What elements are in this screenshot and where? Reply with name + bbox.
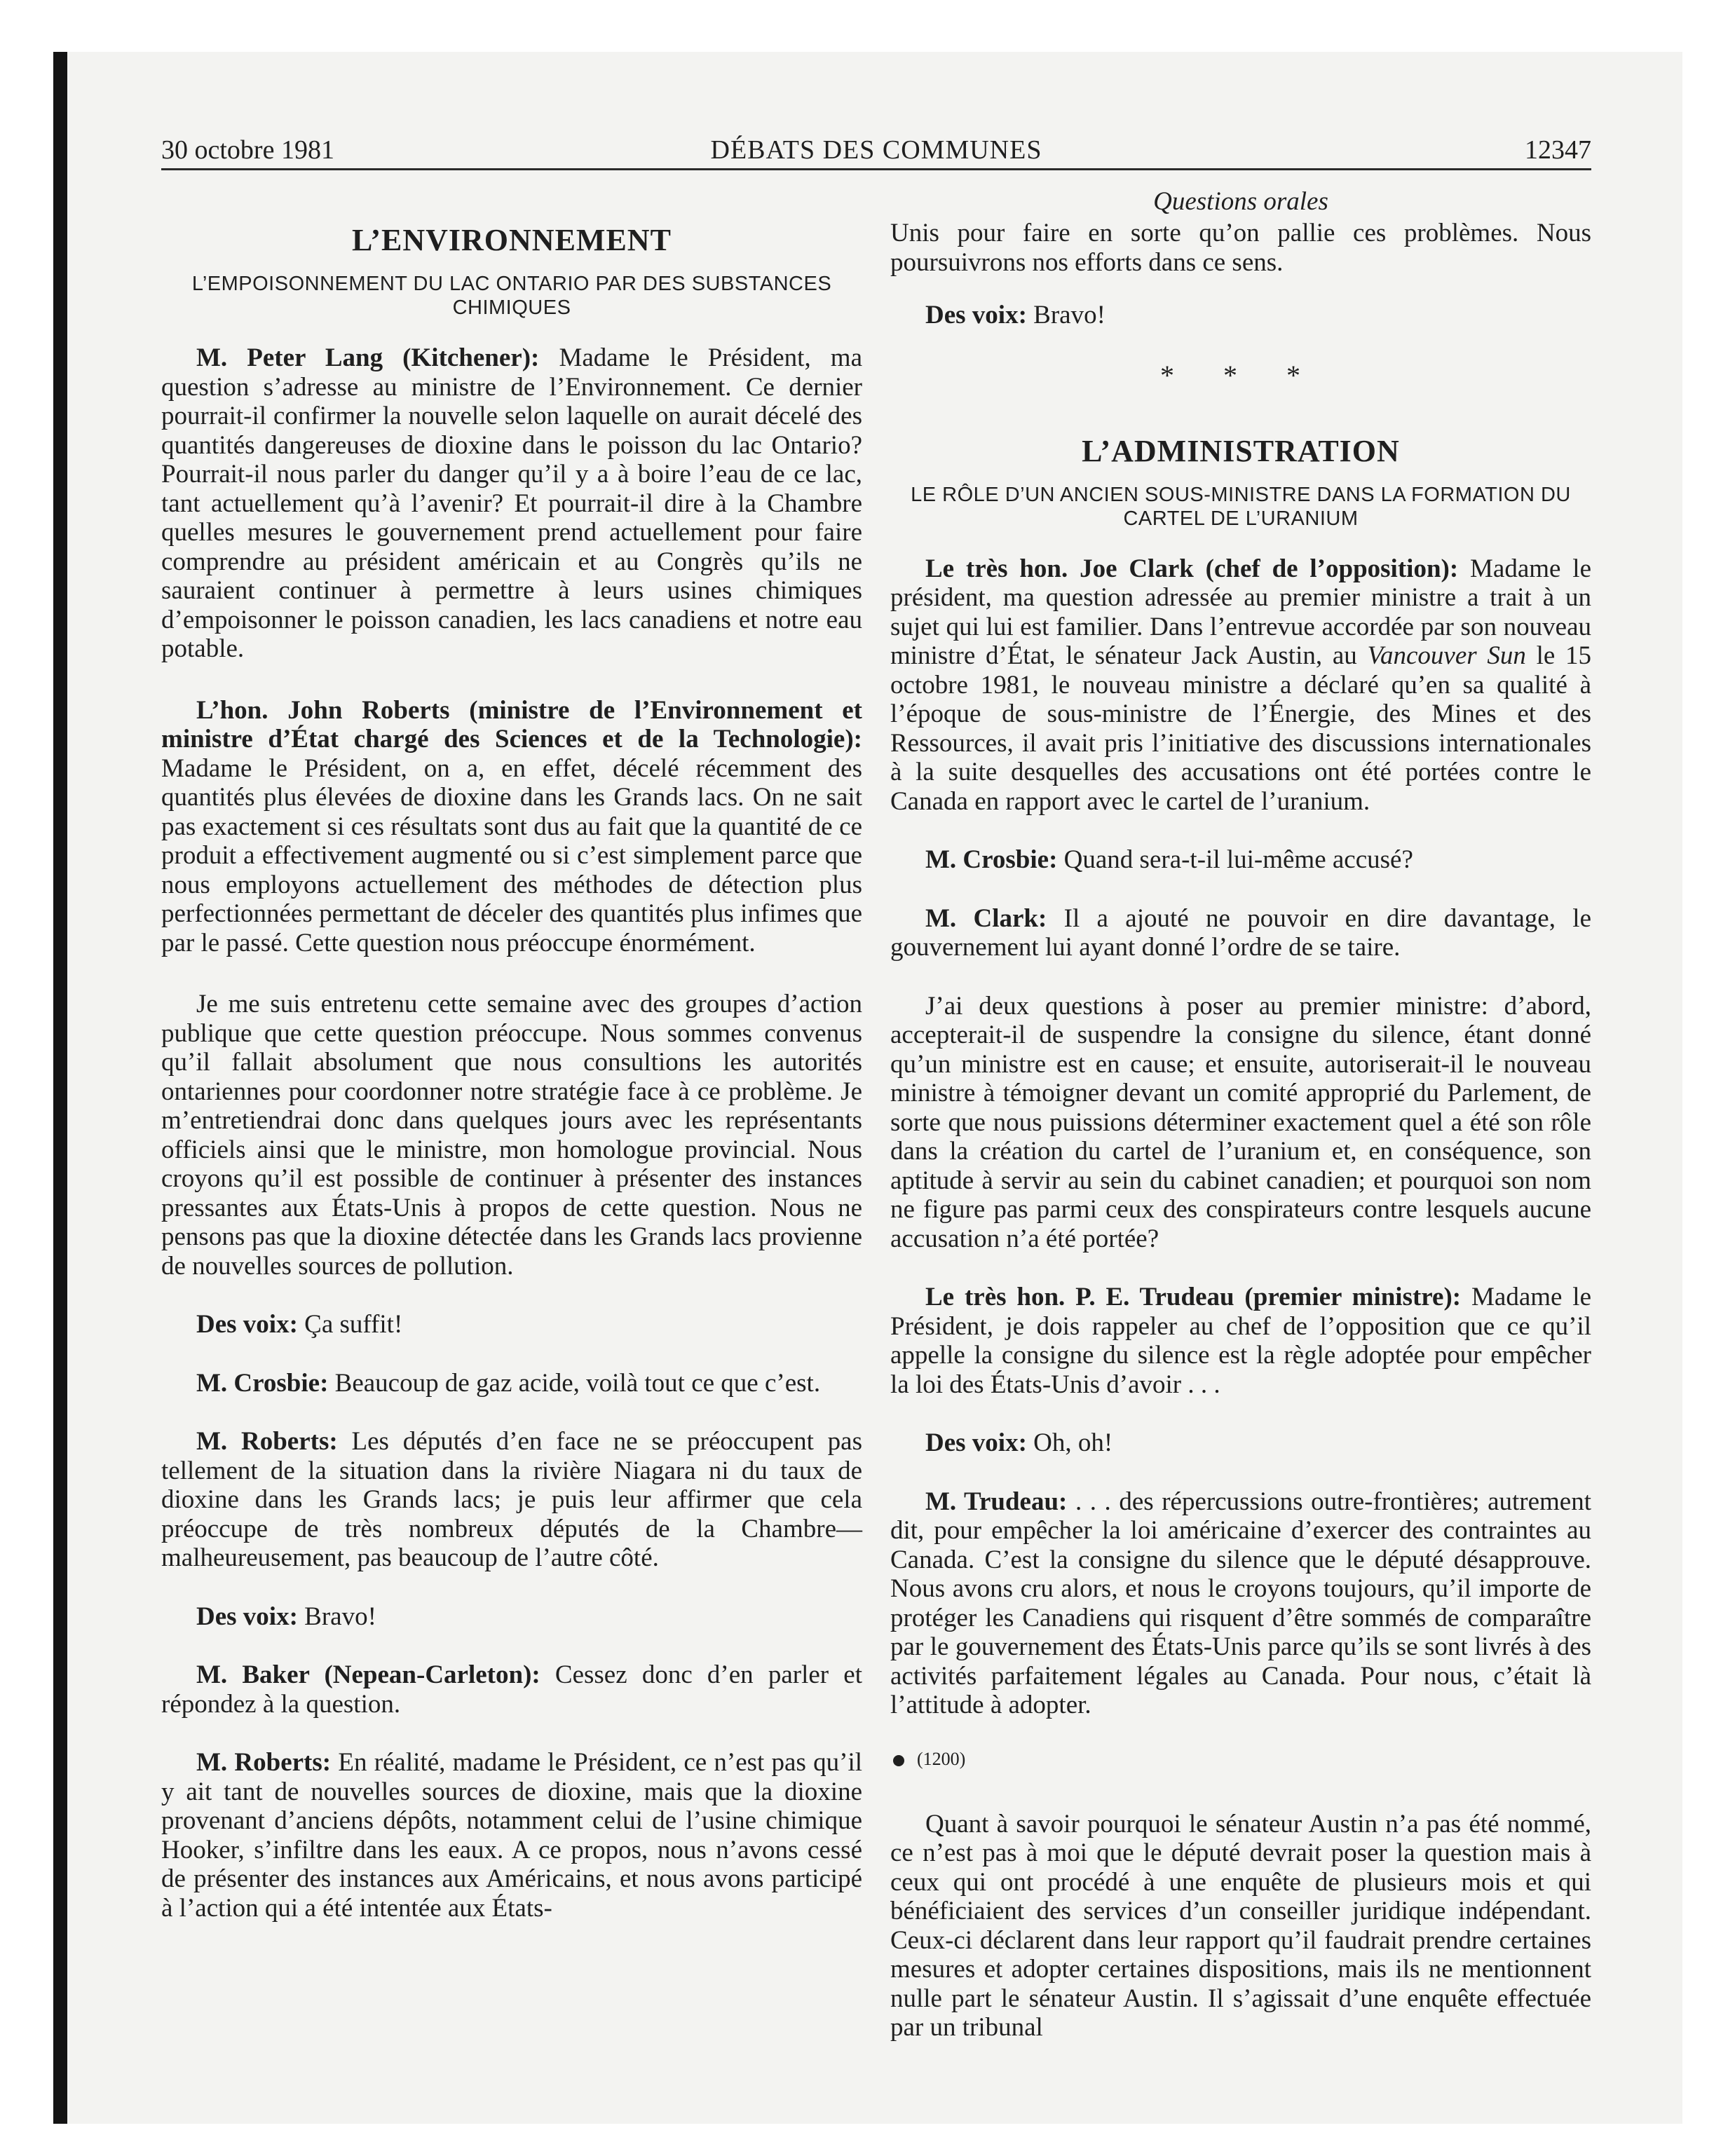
paragraph	[161, 343, 862, 664]
paragraph-text: Quand sera-t-il lui-même accusé?	[1057, 845, 1413, 874]
speaker-name: M. Baker (Nepean-Carleton):	[196, 1660, 540, 1689]
speaker-name: M. Crosbie:	[925, 845, 1058, 874]
paragraph-continuation: Unis pour faire en sorte qu’on pallie ces problèmes. Nous poursuivrons nos efforts dans ce sens.	[890, 219, 1591, 277]
paragraph	[161, 1427, 862, 1573]
paragraph-text: J’ai deux questions à poser au premier ministre: d’abord, accepterait-il de suspendre la consigne du silence, étant donné qu’un ministre est en cause; et ensuite, autoriserait-il le nouveau ministre à témoigner devant un comité approprié du Parlement, de sorte que nous puissions déterminer exactement quel a été son rôle dans la création du cartel de l’uranium et, en conséquence, son aptitude à servir au sein du cabinet canadien; et pourquoi son nom ne figure pas parmi ceux des conspirateurs contre lesquels aucune accusation n’a été portée?	[890, 991, 1591, 1253]
paragraph	[161, 1660, 862, 1719]
paragraph-text: Bravo!	[1026, 301, 1105, 329]
paragraph	[890, 904, 1591, 962]
page-header	[161, 132, 1591, 168]
paragraph-text: Cessez donc d’en parler et répondez à la question.	[161, 1660, 862, 1719]
speaker-name: M. Trudeau:	[925, 1487, 1068, 1516]
paragraph-text: En réalité, madame le Président, ce n’est pas qu’il y ait tant de nouvelles sources de dioxine, mais que la dioxine provenant d’anciens dépôts, notamment celui de l’usine chimique Hooker, s’infiltre dans les eaux. A ce propos, nous n’avons cessé de présenter des instances aux Américains, et nous avons participé à l’action qui a été intentée aux États-	[161, 1748, 863, 1923]
scan-edge	[53, 52, 67, 2124]
paragraph-text: Madame le Président, je dois rappeler au chef de l’opposition que ce qu’il appelle la consigne du silence est la règle adoptée pour empêcher la loi des États-Unis d’avoir . . .	[890, 1283, 1591, 1399]
paragraph	[890, 992, 1591, 1254]
section-title-environment: L’ENVIRONNEMENT	[352, 223, 672, 257]
paragraph-text: Madame le Président, ma question s’adresse au ministre de l’Environnement. Ce dernier pourrait-il confirmer la nouvelle selon laquelle on aurait décelé des quantités dangereuses de dioxine dans le poisson du lac Ontario? Pourrait-il nous parler du danger qu’il y a à boire l’eau de ce lac, tant actuellement qu’à l’avenir? Et pourrait-il dire à la Chambre quelles mesures le gouvernement prend actuellement pour faire comprendre au président américain et au Congrès qu’ils ne sauraient continuer à permettre à leurs usines chimiques d’empoisonner le poisson canadien, les lacs canadiens et notre eau potable.	[161, 343, 862, 663]
speaker-name: Le très hon. P. E. Trudeau (premier ministre):	[925, 1283, 1462, 1311]
speaker-name: Des voix:	[925, 301, 1027, 329]
paragraph-text: . . . des répercussions outre-frontières; autrement dit, pour empêcher la loi américaine d’exercer des contraintes au Canada. C’est la consigne du silence que le député désapprouve. Nous avons cru alors, et nous le croyons toujours, qu’il importe de protéger les Canadiens qui risquent d’être sommés de comparaître par le gouvernement des États-Unis parce qu’ils se sont livrés à des activités parfaitement légales au Canada. Pour nous, c’était là l’attitude à adopter.	[890, 1487, 1591, 1719]
speaker-name: Des voix:	[196, 1602, 298, 1631]
time-marker-text: (1200)	[917, 1748, 966, 1769]
section-title-administration: L’ADMINISTRATION	[1082, 433, 1400, 468]
paragraph-text: Oh, oh!	[1026, 1428, 1113, 1457]
header-rule	[161, 168, 1591, 170]
paragraph-text: Les députés d’en face ne se préoccupent pas tellement de la situation dans la rivière Niagara ni du taux de dioxine dans les Grands lacs; je puis leur affirmer que cela préoccupe de très nombreux députés de la Chambre—malheureusement, pas beaucoup de l’autre côté.	[161, 1427, 863, 1572]
paragraph-text: Je me suis entretenu cette semaine avec des groupes d’action publique que cette question préoccupe. Nous sommes convenus qu’il fallait absolument que nous consultions les autorités ontariennes pour coordonner notre stratégie face à ce problème. Je m’entretiendrai donc dans quelques jours avec les représentants officiels ainsi que le ministre, mon homologue provincial. Nous croyons qu’il est possible de continuer à présenter des instances pressantes aux États-Unis à propos de cette question. Nous ne pensons pas que la dioxine détectée dans les Grands lacs provienne de nouvelles sources de pollution.	[161, 990, 862, 1281]
speaker-name: M. Clark:	[925, 903, 1047, 933]
section-separator: * * *	[1160, 359, 1321, 391]
paragraph	[161, 696, 862, 958]
bullet-dot-icon	[893, 1755, 904, 1766]
paragraph	[890, 1428, 1591, 1458]
paragraph-text: Quant à savoir pourquoi le sénateur Austin n’a pas été nommé, ce n’est pas à moi que le député devrait poser la question mais à ceux qui ont procédé à une enquête de plusieurs mois et qui bénéficiaient des services d’un conseiller juridique indépendant. Ceux-ci déclarent dans leur rapport qu’il faudrait prendre certaines mesures et adopter certaines dispositions, mais ils ne mentionnent nulle part le sénateur Austin. Il s’agissait d’une enquête effectuée par un tribunal	[890, 1809, 1591, 2042]
speaker-name: M. Roberts:	[196, 1748, 332, 1777]
paragraph-text: Madame le président, ma question adressée au premier ministre a trait à un sujet qui lui est familier. Dans l’entrevue accordée par son nouveau ministre d’État, le sénateur Jack Austin, au	[890, 554, 1591, 670]
paragraph	[161, 1310, 862, 1339]
section-subtitle-administration: LE RÔLE D’UN ANCIEN SOUS-MINISTRE DANS LA FORMATION DU CARTEL DE L’URANIUM	[911, 483, 1571, 530]
speaker-name: M. Crosbie:	[196, 1368, 329, 1398]
header-date: 30 octobre 1981	[161, 135, 334, 165]
speaker-name: Le très hon. Joe Clark (chef de l’opposition):	[925, 554, 1459, 583]
newspaper-name: Vancouver Sun	[1367, 641, 1526, 670]
time-marker	[890, 1745, 1591, 1773]
paragraph	[890, 301, 1591, 330]
speaker-name: M. Peter Lang (Kitchener):	[196, 343, 540, 372]
paragraph	[161, 1369, 862, 1398]
paragraph-text: Bravo!	[297, 1602, 376, 1631]
paragraph-text: le 15 octobre 1981, le nouveau ministre a déclaré qu’en sa qualité à l’époque de sous-ministre de l’Énergie, des Mines et des Ressources, il avait pris l’initiative des discussions internationales à la suite desquelles des accusations ont été portées contre le Canada en rapport avec le cartel de l’uranium.	[890, 641, 1591, 816]
paragraph	[890, 1810, 1591, 2042]
section-subtitle-environment: L’EMPOISONNEMENT DU LAC ONTARIO PAR DES SUBSTANCES CHIMIQUES	[191, 273, 832, 319]
speaker-name: L’hon. John Roberts (ministre de l’Environnement et ministre d’État chargé des Sciences et de la Technologie):	[161, 695, 862, 753]
speaker-name: M. Roberts:	[196, 1427, 338, 1456]
speaker-name: Des voix:	[196, 1310, 298, 1339]
header-page-number: 12347	[1525, 135, 1591, 165]
paragraph	[890, 554, 1591, 817]
paragraph	[890, 845, 1591, 875]
running-head: Questions orales	[1153, 187, 1328, 216]
paragraph-text: Ça suffit!	[297, 1310, 403, 1339]
paragraph	[890, 1283, 1591, 1399]
paragraph-text: Madame le Président, on a, en effet, décelé récemment des quantités plus élevées de dioxine dans les Grands lacs. On ne sait pas exactement si ces résultats sont dus au fait que la quantité de ce produit a effectivement augmenté ou si c’est simplement parce que nous employons actuellement des méthodes de détection plus perfectionnées permettant de déceler des quantités plus infimes que par le passé. Cette question nous préoccupe énormément.	[161, 753, 862, 957]
paragraph	[161, 1602, 862, 1632]
right-column	[890, 219, 1591, 2042]
header-publication: DÉBATS DES COMMUNES	[710, 135, 1042, 165]
paragraph	[161, 990, 862, 1281]
paragraph-text: Beaucoup de gaz acide, voilà tout ce que c’est.	[328, 1368, 821, 1398]
paragraph	[890, 1487, 1591, 1720]
left-column	[161, 221, 862, 1923]
speaker-name: Des voix:	[925, 1428, 1027, 1457]
paragraph	[161, 1748, 862, 1923]
paragraph-text: Il a ajouté ne pouvoir en dire davantage, le gouvernement lui ayant donné l’ordre de se taire.	[890, 903, 1591, 962]
